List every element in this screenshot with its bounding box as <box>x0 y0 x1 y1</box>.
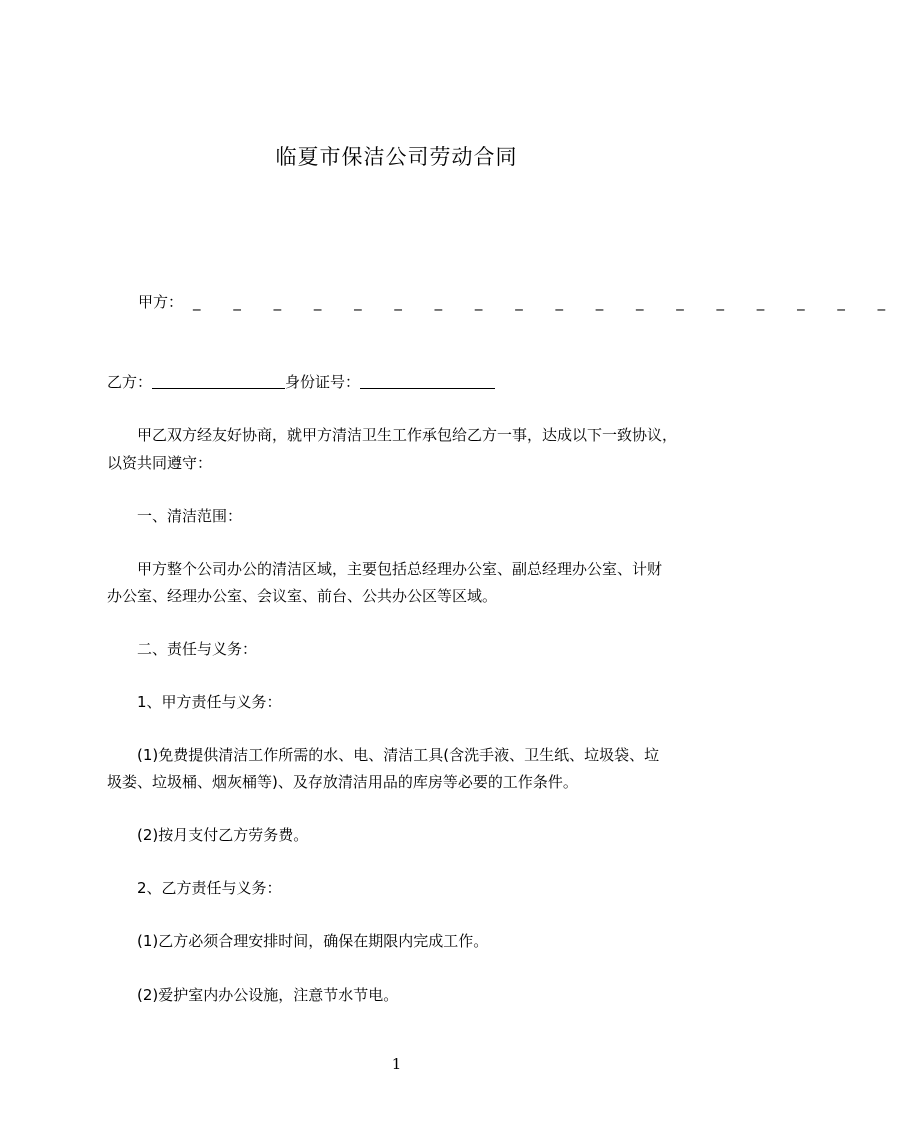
intro-line-2: 以资共同遵守： <box>107 454 213 472</box>
sub-1-heading: 1、甲方责任与义务： <box>137 693 282 711</box>
party-a-row <box>138 292 899 312</box>
party-a-label-char1: 甲 <box>138 293 154 311</box>
sub-2-item-2: (2)爱护室内办公设施，注意节水节电。 <box>137 986 399 1004</box>
intro-line-1: 甲乙双方经友好协商，就甲方清洁卫生工作承包给乙方一事，达成以下一致协议， <box>137 426 678 444</box>
party-b-id-blank <box>360 374 495 389</box>
sub-2-item-1: (1)乙方必须合理安排时间，确保在期限内完成工作。 <box>137 932 489 950</box>
sub-1-item-2: (2)按月支付乙方劳务费。 <box>137 826 309 844</box>
party-a-label-char2: 方 <box>153 293 169 311</box>
party-a-label <box>138 292 183 312</box>
page-title: 临夏市保洁公司劳动合同 <box>275 145 518 169</box>
party-b-name-blank <box>152 374 285 389</box>
sub-1-item-1-line-1: (1)免费提供清洁工作所需的水、电、清洁工具(含洗手液、卫生纸、垃圾袋、垃 <box>137 746 660 764</box>
party-b-row <box>107 372 703 392</box>
section-1-line-1: 甲方整个公司办公的清洁区域，主要包括总经理办公室、副总经理办公室、计财 <box>137 560 663 578</box>
section-1-line-2: 办公室、经理办公室、会议室、前台、公共办公区等区域。 <box>107 587 498 605</box>
party-a-blank: _ _ _ _ _ _ _ _ _ _ _ _ _ _ _ _ _ _ <box>193 293 899 311</box>
party-a-colon: ： <box>168 293 184 311</box>
party-b-id-label: 身份证号： <box>285 373 361 391</box>
sub-2-heading: 2、乙方责任与义务： <box>137 879 282 897</box>
section-1-heading: 一、清洁范围： <box>137 507 243 525</box>
page-number: 1 <box>391 1055 402 1073</box>
party-b-label: 乙方： <box>107 373 153 391</box>
section-2-heading: 二、责任与义务： <box>137 640 258 658</box>
sub-1-item-1-line-2: 圾娄、垃圾桶、烟灰桶等)、及存放清洁用品的库房等必要的工作条件。 <box>107 773 578 791</box>
